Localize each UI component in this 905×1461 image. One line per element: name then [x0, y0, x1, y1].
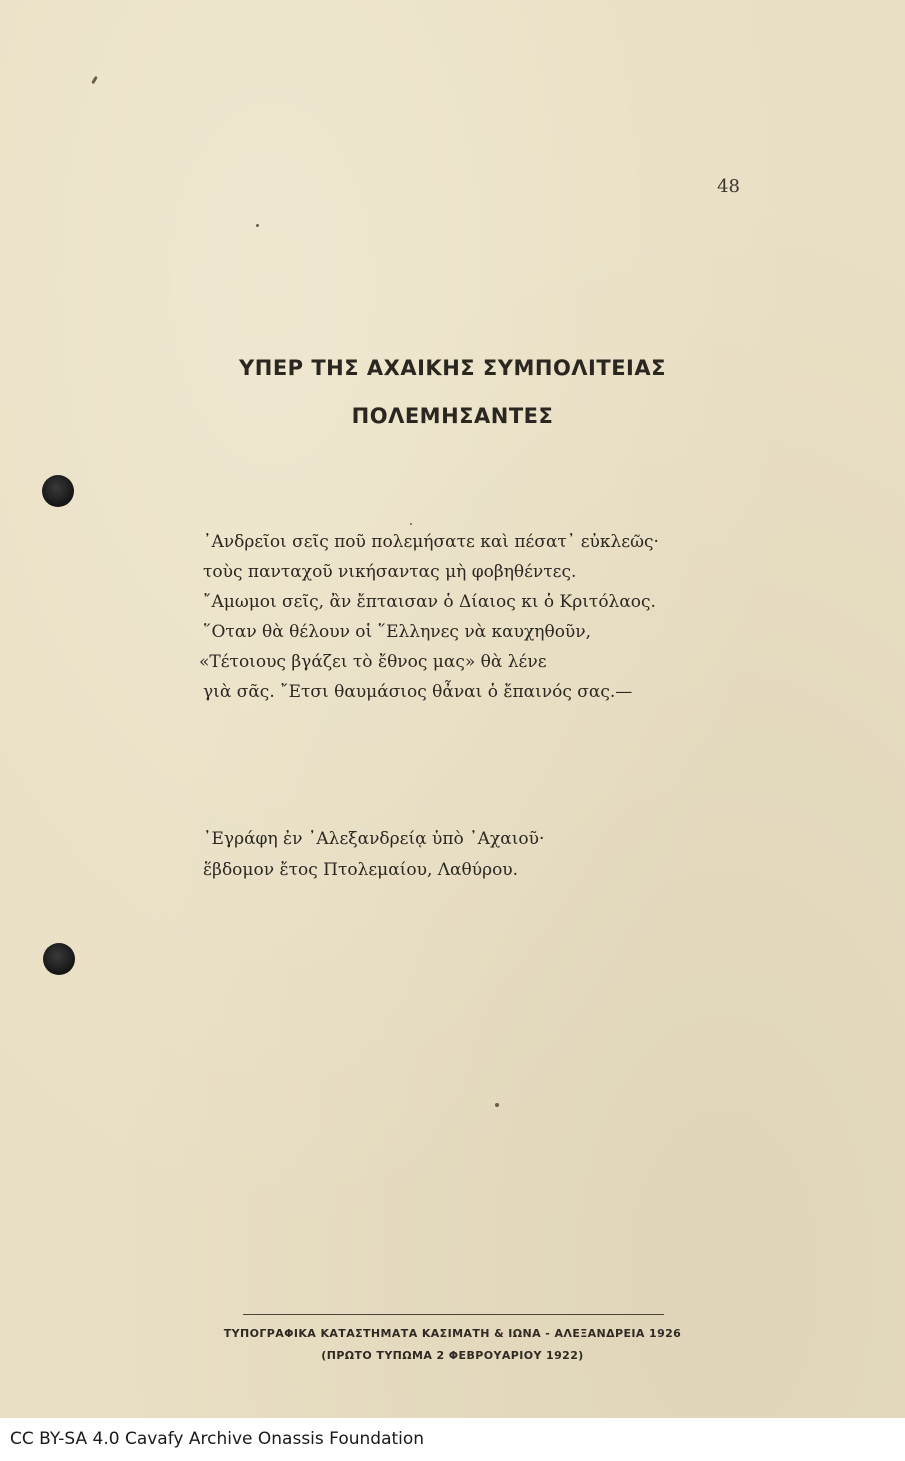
page-number: 48 [717, 176, 740, 197]
poem-title-continued: ΠΟΛΕΜΗΣΑΝΤΕΣ [351, 404, 554, 428]
punch-hole-bottom [43, 943, 75, 975]
poem-epigraph-note [203, 824, 703, 886]
poem-line: γιὰ σᾶς. ῎Ετσι θαυμάσιος θἆναι ὁ ἔπαινός σας.— [203, 682, 633, 702]
printer-imprint: ΤΥΠΟΓΡΑΦΙΚΑ ΚΑΤΑΣΤΗΜΑΤΑ ΚΑΣΙΜΑΤΗ & ΙΩΝΑ - ΑΛΕΞΑΝΔΡΕΙΑ 1926 [223, 1327, 682, 1340]
note-line: ἕβδομον ἔτος Πτολεμαίου, Λαθύρου. [203, 860, 519, 880]
poem-body [199, 527, 763, 707]
ink-mark [91, 76, 98, 84]
poem-line: ῞Οταν θὰ θέλουν οἱ ῞Ελληνες νὰ καυχηθοῦν, [203, 622, 592, 642]
speck [495, 1103, 499, 1107]
imprint-divider [243, 1314, 664, 1315]
poem-line: τοὺς πανταχοῦ νικήσαντας μὴ φοβηθέντες. [203, 562, 577, 582]
first-print-date: (ΠΡΩΤΟ ΤΥΠΩΜΑ 2 ΦΕΒΡΟΥΑΡΙΟΥ 1922) [321, 1349, 584, 1362]
poem-line: ῎Αμωμοι σεῖς, ἂν ἔπταισαν ὁ Δίαιος κι ὁ Κριτόλαος. [203, 592, 656, 612]
license-credit: CC BY-SA 4.0 Cavafy Archive Onassis Foundation [10, 1429, 425, 1449]
speck [256, 224, 259, 227]
speck [410, 523, 412, 525]
note-line: ᾿Εγράφη ἐν ᾿Αλεξανδρείᾳ ὑπὸ ᾿Αχαιοῦ· [203, 829, 545, 849]
punch-hole-top [42, 475, 74, 507]
poem-title: ΥΠΕΡ ΤΗΣ ΑΧΑΙΚΗΣ ΣΥΜΠΟΛΙΤΕΙΑΣ [239, 356, 666, 380]
poem-line: «Τέτοιους βγάζει τὸ ἔθνος μας» θὰ λένε [199, 652, 547, 672]
poem-line: ᾿Ανδρεῖοι σεῖς ποῦ πολεμήσατε καὶ πέσατ᾿ εὐκλεῶς· [203, 532, 659, 552]
